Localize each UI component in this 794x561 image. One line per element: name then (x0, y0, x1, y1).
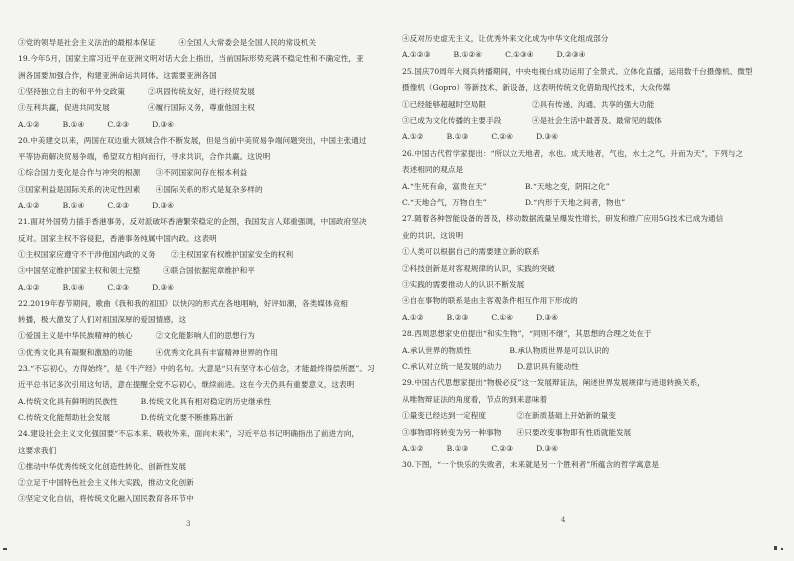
text-line: ③国家利益是国际关系的决定性因素 ④国际关系的形式是复杂多样的 (18, 184, 263, 194)
text-line: 26.中国古代哲学家提出：“所以立天地者，水也。成天地者，气也，水土之气，升而为天”，下列与之 (402, 148, 744, 158)
text-line: A.传统文化具有鲜明的民族性 B.传统文化具有相对稳定的历史继承性 (18, 396, 272, 406)
text-line: 这要求我们 (18, 445, 57, 455)
text-line: ③事物即将转变为另一种事物 ④只要改变事物即有性质就能发展 (402, 427, 632, 437)
text-line: 23.“不忘初心，方得始终”，是《牛产经》中的名句。大意是“只有坚守本心信念，才能最终得偿所愿”。习 (18, 364, 375, 373)
text-line: 19.今年5月，国家主席习近平在亚洲文明对话大会上指出，当前国际形势充满不稳定性和不确定性，亚 (18, 54, 364, 64)
text-line: ③互利共赢，促进共同发展 ④履行国际义务，尊重他国主权 (18, 103, 255, 113)
text-line: ①坚持独立自主的和平外交政策 ②巩固传统友好，进行经贸发展 (18, 86, 255, 96)
text-line: 24.建设社会主义文化强国要“不忘本来、吸收外来、面向未来”，习近平总书记明确指出了前进方向， (18, 429, 360, 439)
text-line: ③已成为文化传播的主要手段 ④是社会生活中最普及、最常见的载体 (402, 116, 662, 125)
text-line: 20.中美建交以来，两国在双边重大领域合作不断发展，但是当前中美贸易争端问题突出，中国主张通过 (18, 135, 367, 145)
text-line: A.①② B.①④ C.②③ D.③④ (18, 201, 175, 210)
text-line: ①已经能够超越时空局限 ②具有传递、沟通、共享的强大功能 (402, 99, 655, 109)
text-line: ④自在事物的联系是由主客观条件相互作用下形成的 (402, 296, 578, 306)
text-line: ③中国坚定维护国家主权和领土完整 ④联合国依据宪章维护和平 (18, 266, 255, 276)
text-line: ③优秀文化具有凝聚和激励的功能 ④优秀文化具有丰富精神世界的作用 (18, 347, 278, 357)
text-line: ①推动中华优秀传统文化创造性转化、创新性发展 (18, 461, 187, 471)
text-line: 摄像机（Gopro）等新技术、新设备，这表明传统文化借助现代技术，大众传媒 (402, 83, 671, 93)
text-line: C.传统文化能帮助社会发展 D.传统文化要不断推陈出新 (18, 412, 234, 422)
text-line: C.承认对立统一是发展的动力 D.意识具有能动性 (402, 362, 579, 371)
text-line: 洲各国要加强合作，构建亚洲命运共同体。这需要亚洲各国 (18, 70, 217, 80)
text-line: 业的共识。这说明 (402, 230, 464, 240)
text-line: A.①② B.①③ C.②④ D.③④ (402, 132, 559, 142)
text-line: 平等协商解决贸易争端，希望双方相向而行，寻求共识，合作共赢。这说明 (18, 152, 271, 162)
text-line: A.①② B.②③ C.①④ D.③④ (402, 312, 559, 322)
text-line: 转播，极大激发了人们对祖国深厚的爱国情感，这 (18, 315, 187, 325)
text-line: ①主权国家应遵守不干涉他国内政的义务 ②主权国家有权维护国家安全的权利 (18, 249, 294, 259)
text-line: ③坚定文化自信，将传统文化融入国民教育各环节中 (18, 494, 194, 504)
text-line: ①人类可以根据自己的需要建立新的联系 (402, 247, 540, 257)
text-line: ④反对历史虚无主义，让优秀外来文化成为中华文化组成部分 (402, 34, 609, 43)
text-line: ①综合国力变化是合作与冲突的根源 ③不同国家间存在根本利益 (18, 168, 248, 178)
text-line: 29.中国古代思想家提出“物极必反”这一发展辩证法，阐述世界发展规律与进退转换关系， (402, 378, 705, 388)
text-line: A.①②③ B.①②④ C.①③④ D.②③④ (402, 50, 586, 60)
text-line: 28.西周思想家史伯提出“和实生物”，“同则不继”，其思想的合理之处在于 (402, 329, 652, 339)
text-line: ②立足于中国特色社会主义伟大实践，推动文化创新 (18, 478, 194, 488)
text-line: ①量变已经达到一定程度 ②在新质基础上开始新的量变 (402, 411, 617, 421)
scan-speck (3, 548, 7, 550)
text-line: A.承认世界的物质性 B.承认物质世界是可以认识的 (402, 345, 610, 355)
text-line: 从唯物辩证法的角度看，节点的到来意味着 (402, 394, 548, 404)
text-line: ③实践的需要推动人的认识不断发展 (402, 280, 525, 289)
text-line: C.“天地合气，万物自生” D.“内形于天地之间者，物也” (402, 198, 626, 207)
text-line: 21.面对外国势力插手香港事务，反对派破坏香港繁荣稳定的企图，我国发言人郑重强调，中国政府坚决 (18, 217, 367, 227)
scan-speck (781, 548, 783, 550)
text-line: A.①② B.①④ C.②③ D.③④ (18, 282, 175, 292)
scan-speck (774, 546, 777, 550)
text-line: ③党的领导是社会主义法治的最根本保证 ④全国人大常委会是全国人民的常设机关 (18, 38, 317, 47)
text-line: 25.国庆70周年大阅兵转播期间，中央电视台成功运用了全景式、立体化直播，运用数千台摄像机、微型 (402, 66, 753, 76)
text-line: 22.2019年春节期间，歌曲《我和我的祖国》以快闪的形式在各地唱响，好评如潮，各类媒体竞相 (18, 298, 348, 308)
text-line: ②科技创新是对客观规律的认识，实践的突破 (402, 263, 555, 273)
text-line: 表述相同的观点是 (402, 165, 464, 175)
page-number: 4 (561, 516, 566, 524)
text-line: 30.下图，“一个快乐的失败者，未来就是另一个胜利者”所蕴含的哲学寓意是 (402, 460, 660, 470)
text-line: 反对。国家主权不容侵犯，香港事务纯属中国内政。这表明 (18, 233, 217, 243)
text-line: A.“生死有命，富贵在天” B.“天地之变，阴阳之化” (402, 181, 610, 191)
text-line: 近平总书记多次引用这句话，意在提醒全党不忘初心，继续前进。这在今天仍具有重要意义，这表明 (18, 380, 355, 390)
text-line: A.①② B.①④ C.②③ D.③④ (18, 119, 175, 129)
text-line: A.①② B.①③ C.②③ D.③④ (402, 444, 559, 453)
right-page (397, 0, 794, 561)
text-line: ①爱国主义是中华民族精神的核心 ②文化能影响人们的思想行为 (18, 331, 255, 341)
text-line: 27.随着各种智能设备的普及，移动数据流量呈爆发性增长，研发和推广应用5G技术已成为通信 (402, 214, 724, 224)
page-number: 3 (186, 520, 191, 528)
